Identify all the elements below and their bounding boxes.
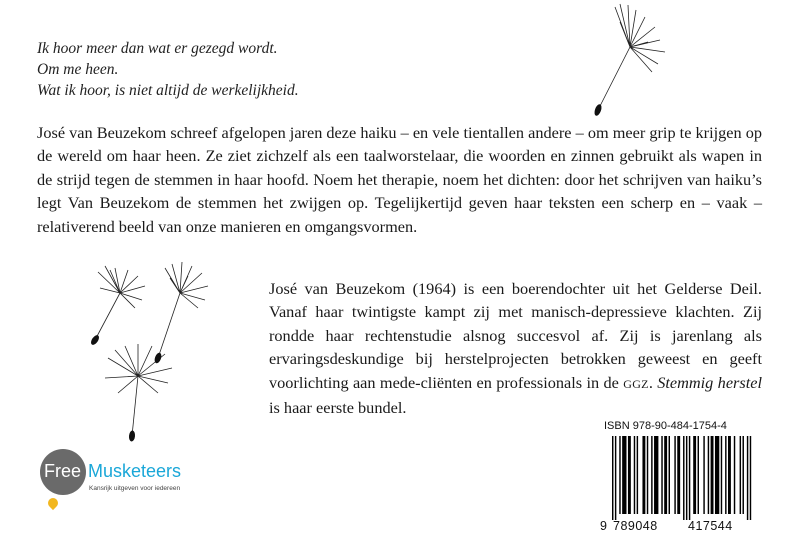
bio-text: José van Beuzekom (1964) is een boerendochter uit het Gelderse Deil. Vanaf haar twintigste kampt zij met manisch-depressieve klachten. Zij rondde haar rechtenstudie alsnog succesvol af. Zij is jarenlang als ervaringsdeskundige bij herstelprojecten betrokken geweest en geeft voorlichting aan mede-cliënten en professionals in de <box>269 279 762 392</box>
barcode-digits-left: 789048 <box>613 519 658 533</box>
barcode-digit-first: 9 <box>600 519 608 533</box>
publisher-logo <box>40 447 220 517</box>
dandelion-seeds-illustration <box>80 258 260 448</box>
logo-musketeers-text: Musketeers <box>88 461 182 481</box>
haiku-line: Ik hoor meer dan wat er gezegd wordt. <box>37 40 278 57</box>
haiku-line: Wat ik hoor, is niet altijd de werkelijkheid. <box>37 82 299 99</box>
barcode-digits-right: 417544 <box>688 519 733 533</box>
back-cover-blurb: José van Beuzekom schreef afgelopen jaren deze haiku – en vele tientallen andere – om meer grip te krijgen op de wereld om haar heen. Ze ziet zichzelf als een taalworstelaar, die woorden en zinnen gebruikt als wapen in de strijd tegen de stemmen in haar hoofd. Noem het therapie, noem het dichten: door het schrijven van haiku’s legt Van Beuzekom de stemmen het zwijgen op. Tegelijkertijd geven haar teksten een scherp en – vaak – relativerend beeld van onze manieren en omgangsvormen. <box>37 123 762 236</box>
isbn-barcode <box>600 436 764 522</box>
isbn-label: ISBN 978-90-484-1754-4 <box>604 420 727 432</box>
haiku-line: Om me heen. <box>37 61 119 78</box>
dandelion-seed-illustration <box>560 2 680 120</box>
ggz-abbreviation: GGZ <box>623 376 649 391</box>
bio-text: is haar eerste bundel. <box>269 398 407 418</box>
bio-text: . <box>648 372 658 392</box>
logo-drop-icon <box>46 496 60 510</box>
logo-tagline: Kansrijk uitgeven voor iedereen <box>89 485 181 492</box>
book-title: Stemmig herstel <box>657 372 762 392</box>
logo-free-text: Free <box>44 461 82 481</box>
haiku-poem <box>37 38 299 101</box>
author-biography <box>269 277 762 419</box>
